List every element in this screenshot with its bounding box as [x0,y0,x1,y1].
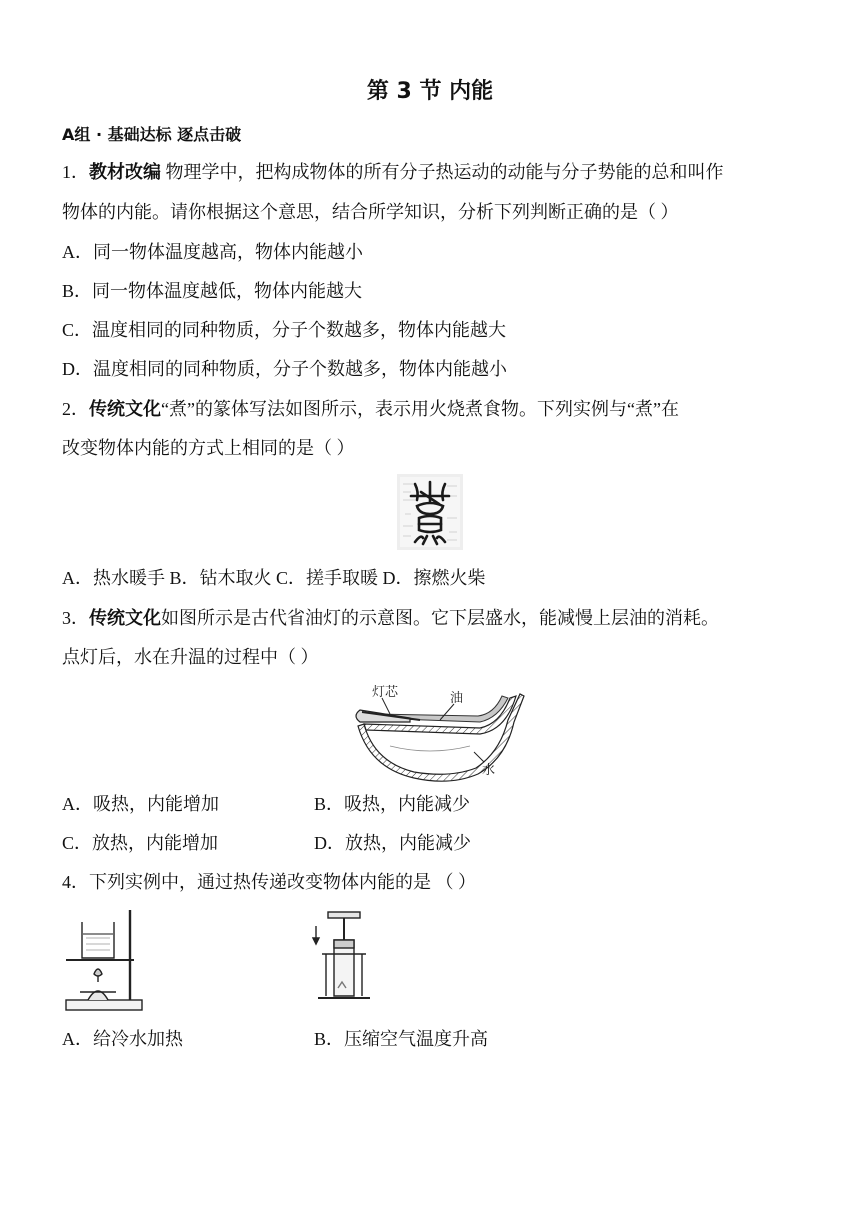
question-2-number: 2． [62,399,89,419]
water-label: 水 [482,763,496,778]
question-1-tag: 教材改编 [89,162,161,183]
question-4-option-b[interactable]: B．压缩空气温度升高 [314,1029,489,1049]
compress-air-figure [310,908,370,1008]
question-3-tag: 传统文化 [89,608,161,629]
group-heading: A组 · 基础达标 逐点击破 [62,125,242,144]
question-1-option-c[interactable]: C．温度相同的同种物质，分子个数越多，物体内能越大 [62,320,507,340]
question-3-option-d[interactable]: D．放热，内能减少 [314,833,471,853]
question-1-option-b[interactable]: B．同一物体温度越低，物体内能越大 [62,281,363,301]
question-2-options[interactable]: A．热水暖手 B．钻木取火 C．搓手取暖 D．擦燃火柴 [62,568,486,588]
heating-water-figure [62,908,146,1016]
question-4-stem: 4．下列实例中，通过热传递改变物体内能的是 （ ） [62,872,476,892]
question-1-option-a[interactable]: A．同一物体温度越高，物体内能越小 [62,242,363,262]
question-1-line-1 [62,160,724,185]
question-1-line-2: 物体的内能。请你根据这个意思，结合所学知识，分析下列判断正确的是（ ） [62,202,679,222]
question-2-stem-1: “煮”的篆体写法如图所示，表示用火烧煮食物。下列实例与“煮”在 [161,399,679,419]
question-1-number: 1． [62,162,89,182]
question-4-option-a[interactable]: A．给冷水加热 [62,1029,183,1049]
question-2-line-1 [62,397,679,422]
wick-label: 灯芯 [372,685,399,700]
question-3-option-c[interactable]: C．放热，内能增加 [62,833,219,853]
question-1-option-d[interactable]: D．温度相同的同种物质，分子个数越多，物体内能越小 [62,359,507,379]
seal-script-zhu-figure [397,474,463,550]
question-3-line-1 [62,606,719,631]
oil-lamp-figure [350,676,530,784]
page-title: 第 3 节 内能 [366,79,494,104]
oil-label: 油 [450,691,464,706]
question-3-option-a[interactable]: A．吸热，内能增加 [62,794,219,814]
question-3-line-2: 点灯后，水在升温的过程中（ ） [62,647,319,667]
question-3-number: 3． [62,608,89,628]
question-3-option-b[interactable]: B．吸热，内能减少 [314,794,471,814]
question-2-line-2: 改变物体内能的方式上相同的是（ ） [62,438,355,458]
question-2-tag: 传统文化 [89,399,161,420]
question-3-stem-1: 如图所示是古代省油灯的示意图。它下层盛水，能减慢上层油的消耗。 [161,608,719,628]
question-1-stem-1: 物理学中，把构成物体的所有分子热运动的动能与分子势能的总和叫作 [161,162,724,182]
